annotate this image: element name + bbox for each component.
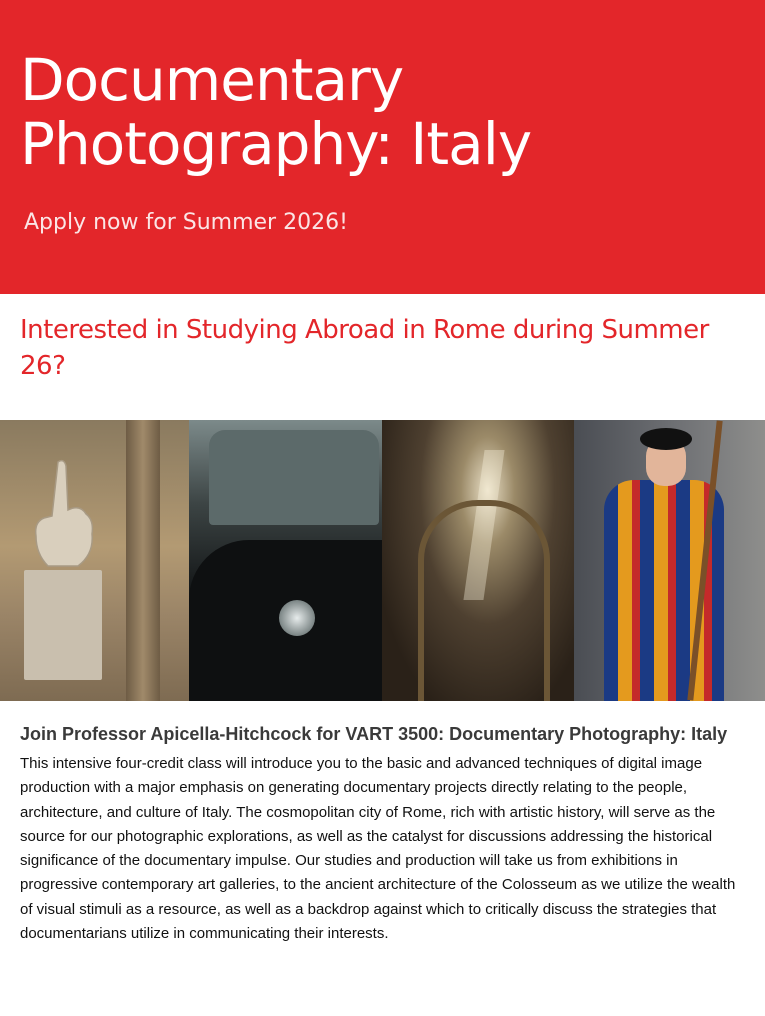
title-line-2: Photography: Italy [20,110,532,178]
page-title [20,48,531,176]
guard-beret [640,428,692,450]
stone-pedestal [24,570,102,680]
photo-strip [0,420,765,701]
marble-hand-icon [28,458,98,570]
course-description [20,722,748,946]
basilica-arch [418,500,550,701]
photo-basilica-interior [382,420,574,701]
title-line-1: Documentary [20,46,404,114]
car-headlight [279,600,315,636]
car-windshield [209,430,379,525]
hero-subtitle: Apply now for Summer 2026! [24,210,348,235]
course-heading: Join Professor Apicella-Hitchcock for VART 3500: Documentary Photography: Italy [20,724,728,744]
stone-column [126,420,160,701]
photo-vintage-car [189,420,382,701]
section-headline: Interested in Studying Abroad in Rome during Summer 26? [20,315,709,381]
course-body: This intensive four-credit class will introduce you to the basic and advanced techniques of digital image production with a major emphasis on generating documentary projects directly relating to the people, architecture, and culture of Italy. The cosmopolitan city of Rome, rich with artistic history, will serve as the source for our photographic explorations, as well as the catalyst for discussions addressing the historical significance of the documentary impulse. Our studies and production will take us from exhibitions in progressive contemporary art galleries, to the ancient architecture of the Colosseum as we utilize the wealth of visual stimuli as a resource, as well as a backdrop against which to critically discuss the strategies that documentarians utilize in communicating their interests. [20,755,736,943]
photo-marble-hand [0,420,189,701]
hero-banner [0,0,765,294]
photo-swiss-guard [574,420,765,701]
